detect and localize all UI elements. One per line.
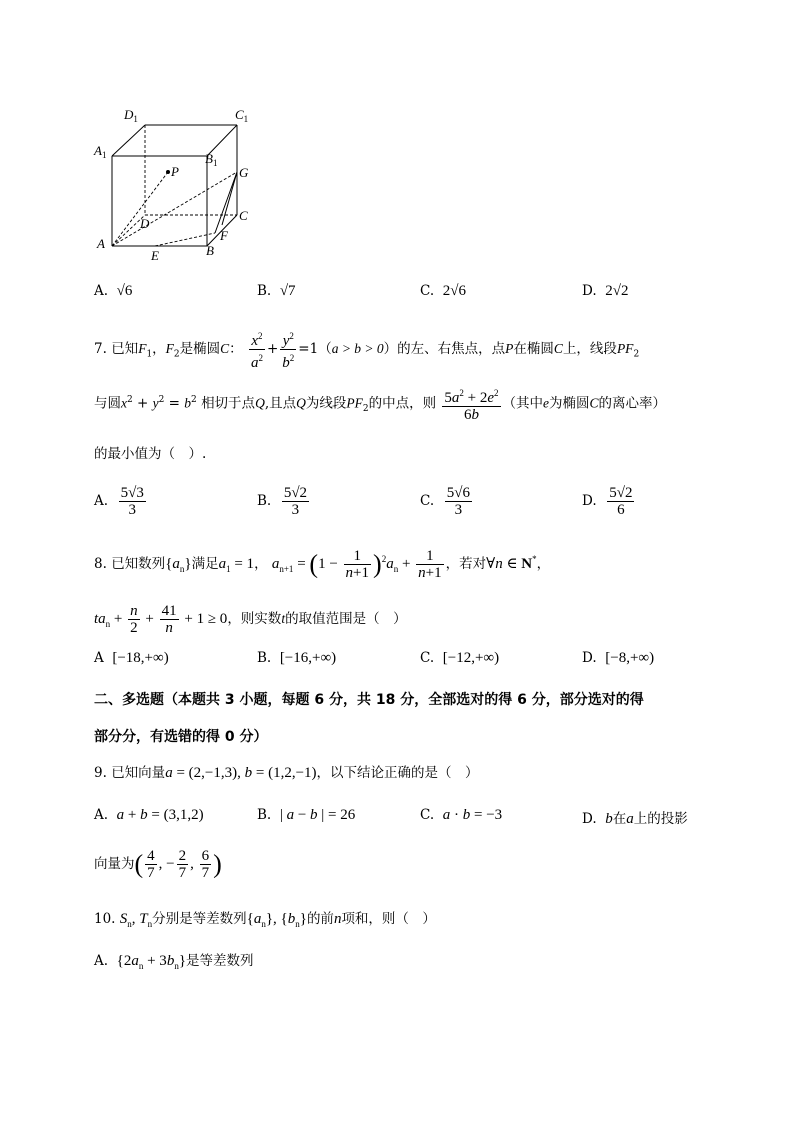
q8-option-a: A [−18,+∞): [94, 650, 169, 666]
q8-option-d: D. [−8,+∞): [582, 650, 655, 666]
q8-option-b: B. [−16,+∞): [257, 650, 337, 666]
q9-option-a: A. a + b = (3,1,2): [94, 807, 204, 823]
q7-option-c: C. $\frac{5√6}{3}$: [420, 485, 470, 518]
q9-option-c: C. a · b = −3: [420, 807, 503, 823]
label-b1: $B_1$: [205, 151, 218, 168]
label-p: P: [171, 164, 179, 179]
section2-heading-line2: 部分分，有选错的得 0 分）: [94, 729, 268, 745]
label-f: F: [220, 228, 228, 243]
q6-option-b: B. √7: [257, 283, 296, 299]
cube-figure: [90, 105, 260, 265]
label-d: D: [140, 216, 150, 231]
q7-line1: 7. 已知$F_1$，$F_2$是椭圆C： $\frac{x^2}{a^2}$ + $\frac{y^2}{b^2}$ =1（a > b > 0）的左、右焦点，点P在椭圆C上，线段$PF_2$: [94, 328, 639, 371]
label-c1: $C_1$: [235, 107, 249, 124]
label-c: C: [239, 208, 248, 223]
q9-option-d-cont: 向量为( $\frac{4}{7}$ , − $\frac{2}{7}$ , $\frac{6}{7}$ ): [94, 848, 222, 881]
q9-option-b: B. | a − b | = 26: [257, 807, 356, 823]
section2-heading-line1: 二、多选题（本题共 3 小题，每题 6 分，共 18 分，全部选对的得 6 分，部分选对的得: [94, 692, 644, 708]
q8-line1: 8. 已知数列$\{a_n\}$满足$a_1 = 1$， $a_{n+1} = (1$ − $\frac{1}{n+1}$ )$^2a_n$ + $\frac{1}{n+1}$ ，若对∀n ∈ N*，: [94, 548, 551, 581]
q10-stem: 10. $S_n$, $T_n$分别是等差数列$\{a_n\}$, $\{b_n\}$的前n项和，则（ ）: [94, 911, 436, 929]
label-a: A: [97, 236, 105, 251]
q7-line3: 的最小值为（ ）.: [94, 446, 207, 462]
q7-option-a: A. $\frac{5√3}{3}$: [94, 485, 144, 518]
q9-stem: 9. 已知向量a = (2,−1,3), b = (1,2,−1)，以下结论正确的是（ ）: [94, 765, 479, 781]
label-a1: $A_1$: [94, 143, 107, 160]
q7-option-b: B. $\frac{5√2}{3}$: [257, 485, 308, 518]
label-g: G: [239, 165, 249, 180]
label-b: B: [206, 243, 214, 258]
q8-option-c: C. [−12,+∞): [420, 650, 500, 666]
q7-option-d: D. $\frac{5√2}{6}$: [582, 485, 633, 518]
q8-line2: $ta_n$ + $\frac{n}{2}$ + $\frac{41}{n}$ + 1 ≥ 0，则实数t的取值范围是（ ）: [94, 603, 407, 636]
label-d1: $D_1$: [124, 107, 138, 124]
q6-option-d: D. 2√2: [582, 283, 629, 299]
q6-option-a: A. √6: [94, 283, 133, 299]
q10-option-a: A. $\{2a_n + 3b_n\}$是等差数列: [94, 953, 254, 971]
q9-option-d: D. b在a上的投影: [582, 811, 688, 827]
q7-line2: 与圆$x^2 + y^2 = b^2$ 相切于点Q,且点Q为线段$PF_2$的中点，则 $\frac{5a^2 + 2e^2}{6b}$ （其中e为椭圆C的离心率）: [94, 385, 666, 423]
q6-option-c: C. 2√6: [420, 283, 466, 299]
label-e: E: [151, 248, 159, 263]
